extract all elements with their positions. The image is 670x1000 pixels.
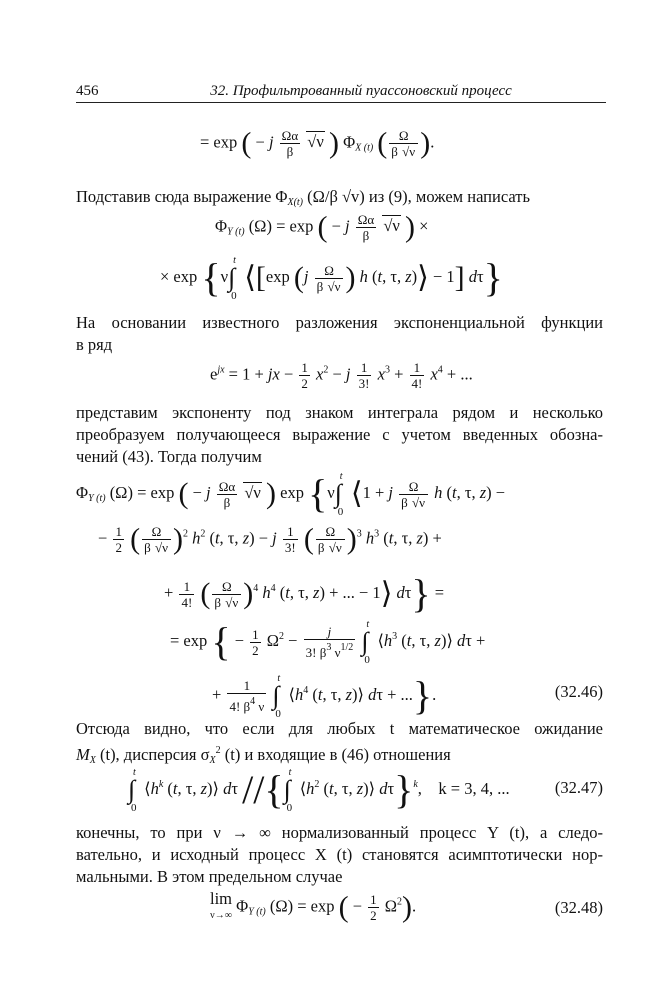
paragraph-3: представим экспоненту под знаком интеграла рядом и несколько преобразуем получающееся выражение с учетом введенных обозна- чений (43). Тогда получим [76,403,603,466]
equation-exp-series: $e^{jx} = 1$ + jx − $\frac{1}{2}$ $x^2 - j$ $\frac{1}{3!}$ $x^3$ + $\frac{1}{4!}$ $x^4$ + ... [210,360,473,391]
equation-46-line-5: + $\frac{1}{4! \beta^4 \nu}$ ∫ t 0 $⟨h^4$ (t, τ, z)⟩ dτ + ...}. [212,673,437,720]
equation-number-48: (32.48) [554,898,603,917]
equation-47: ∫ t 0 $⟨h^k$ (t, τ, z)⟩ dτ //{∫ t 0 $⟨h^2$ (t, τ, z)⟩ dτ}$^k$, k = 3, 4, ... [128,767,510,814]
page-header [76,80,606,103]
lim-subscript: ν→∞ [210,910,232,921]
running-title: 32. Профильтрованный пуассоновский процесс [210,83,512,99]
equation-46-line-2: − $\frac{1}{2}$ ( $\frac{\Omega}{\beta √\nu}$ )$^2$ $h^2$ (t, τ, z) − j $\frac{1}{3!}$ ( $\frac{\Omega}{\beta √\nu}$ )$^3$ $h^3$ (t, τ, z) + [98,522,442,556]
equation-46-line-3: + $\frac{1}{4!}$ ( $\frac{\Omega}{\beta √\nu}$ )$^4$ $h^4$ (t, τ, z) + ... − 1⟩ dτ} = [164,571,445,616]
paragraph-4: Отсюда видно, что если для любых t математическое ожидание $M_X$ (t), дисперсия $\sigma_X^2$ (t) и входящие в (46) отношения [76,719,603,766]
equation-phi-y-2: × exp {ν∫ t 0 ⟨[exp (j $\frac{\Omega}{\beta √\nu}$ ) h (t, τ, z)⟩ − 1] dτ} [160,255,503,302]
eq47-k-values: k = 3, 4, ... [438,778,510,798]
equation-number-47: (32.47) [554,778,603,797]
paragraph-5: конечны, то при ν → ∞ нормализованный процесс Y (t), а следо- вательно, и исходный процесс X (t) становятся асимптотически нор- мальными. В этом предельном случае [76,823,603,886]
equation-phi-y-1: $\Phi_{Y (t)}$ (Ω) = exp ( − j $\frac{\Omega\alpha}{\beta}$ √ν ) × [215,210,429,244]
equation-46-line-1: $\Phi_{Y (t)}$ (Ω) = exp ( − j $\frac{\Omega\alpha}{\beta}$ √ν ) exp {ν∫ t 0 ⟨1 + j $\frac{\Omega}{\beta √\nu}$ h (t, τ, z) − [76,471,506,518]
paragraph-2: На основании известного разложения экспоненциальной функции в ряд [76,313,603,354]
equation-number-46: (32.46) [554,682,603,701]
page-number: 456 [76,83,99,99]
lim-label: lim [210,889,233,908]
paragraph-1: Подставив сюда выражение $\Phi_{X(t)}$ (Ω/β √v) из (9), можем написать [76,187,530,208]
equation-top: = exp ( − j $\frac{\Omega\alpha}{\beta}$ √ν ) $\Phi_{X (t)}$ ( $\frac{\Omega}{\beta √\nu}$ ). [200,126,435,160]
equation-48: lim ν→∞ $\Phi_{Y (t)}$ (Ω) = exp ( − $\frac{1}{2}$ $\Omega^2$). [210,889,417,924]
equation-46-line-4: = exp { − $\frac{1}{2}$ $\Omega^2$ − $\frac{j}{3! \beta^3 \nu^{1/2}}$ ∫ t 0 $⟨h^3$ (t, τ, z)⟩ dτ + [170,619,486,666]
